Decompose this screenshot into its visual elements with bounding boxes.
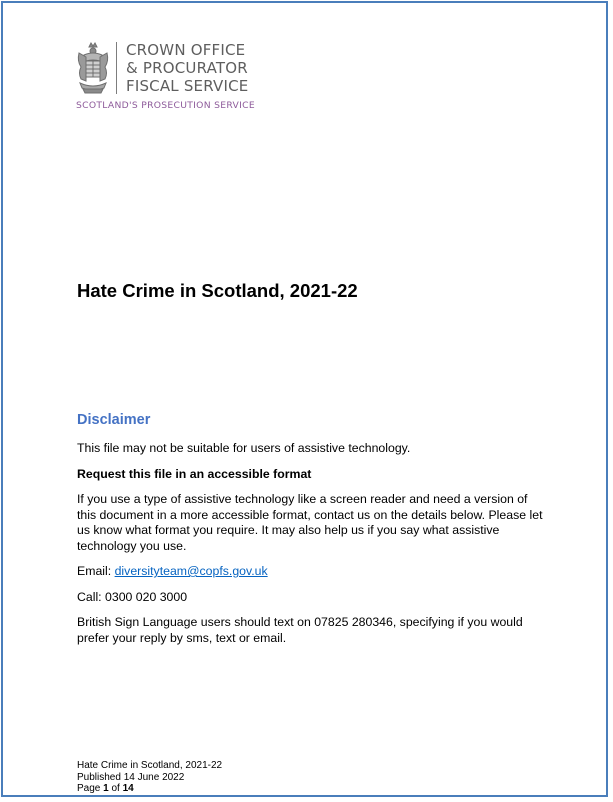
- page-current: 1: [103, 783, 109, 794]
- footer-published: Published 14 June 2022: [77, 771, 185, 783]
- page-label: Page: [77, 783, 104, 794]
- disclaimer-section: [77, 411, 547, 656]
- logo-divider: [116, 42, 117, 94]
- royal-crest-icon: [75, 41, 111, 95]
- page-total: 14: [122, 783, 134, 794]
- accessible-format-subheading: Request this file in an accessible format: [77, 466, 312, 481]
- bsl-line: British Sign Language users should text on 07825 280346, specifying if you would prefer your reply by sms, text or email.: [77, 615, 523, 645]
- disclaimer-intro: This file may not be suitable for users of assistive technology.: [77, 441, 411, 455]
- document-title: Hate Crime in Scotland, 2021-22: [77, 280, 358, 301]
- page-of: of: [108, 783, 123, 794]
- document-page: [1, 1, 608, 797]
- email-label: Email:: [77, 564, 115, 578]
- copfs-logo: [75, 41, 265, 115]
- logo-wordmark: [126, 41, 248, 95]
- accessible-format-body: If you use a type of assistive technology like a screen reader and need a version of this document in a more accessible format, contact us on the details below. Please let us know what format you require. It may also help us if you say what assistive technology you use.: [77, 492, 543, 553]
- logo-line-2: & PROCURATOR: [126, 59, 248, 77]
- email-link[interactable]: diversityteam@copfs.gov.uk: [114, 564, 268, 578]
- logo-tagline: SCOTLAND'S PROSECUTION SERVICE: [76, 100, 255, 111]
- footer-title: Hate Crime in Scotland, 2021-22: [77, 760, 223, 771]
- call-line: Call: 0300 020 3000: [77, 589, 188, 604]
- page-footer: [77, 760, 222, 795]
- disclaimer-heading: Disclaimer: [77, 412, 151, 428]
- logo-line-1: CROWN OFFICE: [126, 41, 246, 59]
- logo-line-3: FISCAL SERVICE: [126, 77, 249, 95]
- email-line: [77, 564, 547, 580]
- footer-page-number: [77, 783, 222, 795]
